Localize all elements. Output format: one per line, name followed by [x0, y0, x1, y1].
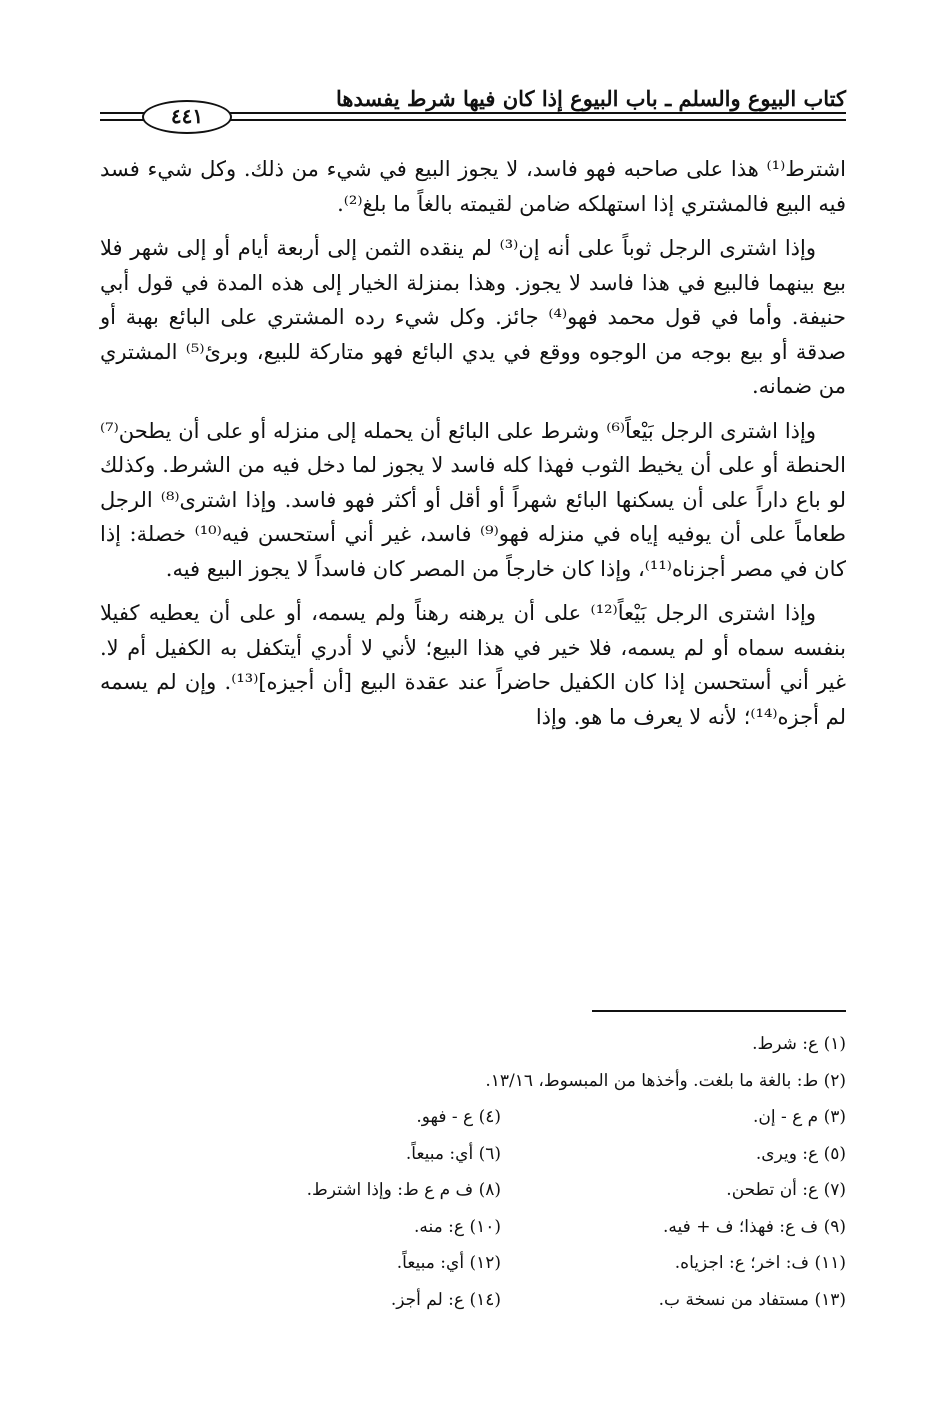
footnote-row — [140, 1026, 846, 1063]
footnote-row — [140, 1245, 846, 1282]
footnote-14: (١٤) ع: لم أجز. — [390, 1289, 501, 1310]
page-number-ornament — [100, 100, 280, 128]
footnote-row — [140, 1136, 846, 1173]
footnote-12: (١٢) أي: مبيعاً. — [396, 1253, 501, 1273]
footnotes — [140, 1026, 846, 1318]
footnote-13: (١٣) مستفاد من نسخة ب. — [658, 1289, 846, 1310]
footnote-row — [140, 1063, 846, 1100]
footnote-row — [140, 1099, 846, 1136]
footnote-7: (٧) ع: أن تطحن. — [726, 1180, 846, 1200]
footnote-1: (١) ع: شرط. — [752, 1034, 846, 1054]
footnote-separator — [592, 1010, 846, 1012]
footnote-11: (١١) ف: اخر؛ ع: اجزياه. — [674, 1253, 846, 1273]
footnote-row — [140, 1172, 846, 1209]
page-header — [100, 84, 846, 130]
footnote-5: (٥) ع: ويرى. — [755, 1143, 846, 1164]
footnote-8: (٨) ف م ع ط: وإذا اشترط. — [306, 1180, 501, 1200]
running-title: كتاب البيوع والسلم ـ باب البيوع إذا كان فيها شرط يفسدها — [336, 86, 846, 111]
footnote-3: (٣) م ع - إن. — [752, 1107, 846, 1127]
footnote-2: (٢) ط: بالغة ما بلغت. وأخذها من المبسوط، ١٣/١٦. — [485, 1070, 846, 1091]
footnote-row — [140, 1209, 846, 1246]
footnote-10: (١٠) ع: منه. — [414, 1216, 501, 1237]
paragraph-2: وإذا اشترى الرجل ثوباً على أنه إن⁽³⁾ لم ينقده الثمن إلى أربعة أيام أو إلى شهر فلا بيع بينهما فالبيع في هذا فاسد لا يجوز. وهذا بمنزلة الخيار إلى هذه المدة في قول أبي حنيفة. وأما في قول محمد فهو⁽⁴⁾ جائز. وكل شيء رده المشتري على البائع بهبة أو صدقة أو بيع بوجه من الوجوه ووقع في يدي البائع فهو متاركة للبيع، وبرئ⁽⁵⁾ المشتري من ضمانه. — [100, 236, 846, 398]
paragraph-4: وإذا اشترى الرجل بَيْعاً⁽¹²⁾ على أن يرهنه رهناً ولم يسمه، أو على أن يعطيه كفيلا بنفسه سماه أو لم يسمه، فلا خير في هذا البيع؛ لأني لا أدري أيتكفل به الكفيل أم لا. غير أني أستحسن إذا كان الكفيل حاضراً عند عقدة البيع [أن أجيزه]⁽¹³⁾. وإن لم يسمه لم أجزه⁽¹⁴⁾؛ لأنه لا يعرف ما هو. وإذا — [100, 601, 847, 729]
paragraph-1: اشترط⁽¹⁾ هذا على صاحبه فهو فاسد، لا يجوز البيع في شيء من ذلك. وكل شيء فسد فيه البيع فالمشتري إذا استهلكه ضامن لقيمته بالغاً ما بلغ⁽²⁾. — [100, 157, 846, 216]
main-text — [100, 152, 846, 744]
paragraph-3: وإذا اشترى الرجل بَيْعاً⁽⁶⁾ وشرط على البائع أن يحمله إلى منزله أو على أن يطحن⁽⁷⁾ الحنطة أو على أن يخيط الثوب فهذا كله فاسد لا يجوز لما دخل فيه من الشرط. وكذلك لو باع داراً على أن يسكنها البائع شهراً أو أقل أو أكثر فهو فاسد. وإذا اشترى⁽⁸⁾ الرجل طعاماً على أن يوفيه إياه في منزله فهو⁽⁹⁾ فاسد، غير أني أستحسن فيه⁽¹⁰⁾ خصلة: إذا كان في مصر أجزناه⁽¹¹⁾، وإذا كان خارجاً من المصر كان فاسداً لا يجوز البيع فيه. — [100, 418, 846, 581]
footnote-4: (٤) ع - فهو. — [416, 1107, 501, 1127]
footnote-row — [140, 1282, 846, 1319]
page-number: ٤٤١ — [142, 100, 232, 134]
footnote-6: (٦) أي: مبيعاً. — [405, 1143, 501, 1164]
footnote-9: (٩) ف ع: فهذا؛ ف + فيه. — [663, 1216, 846, 1237]
